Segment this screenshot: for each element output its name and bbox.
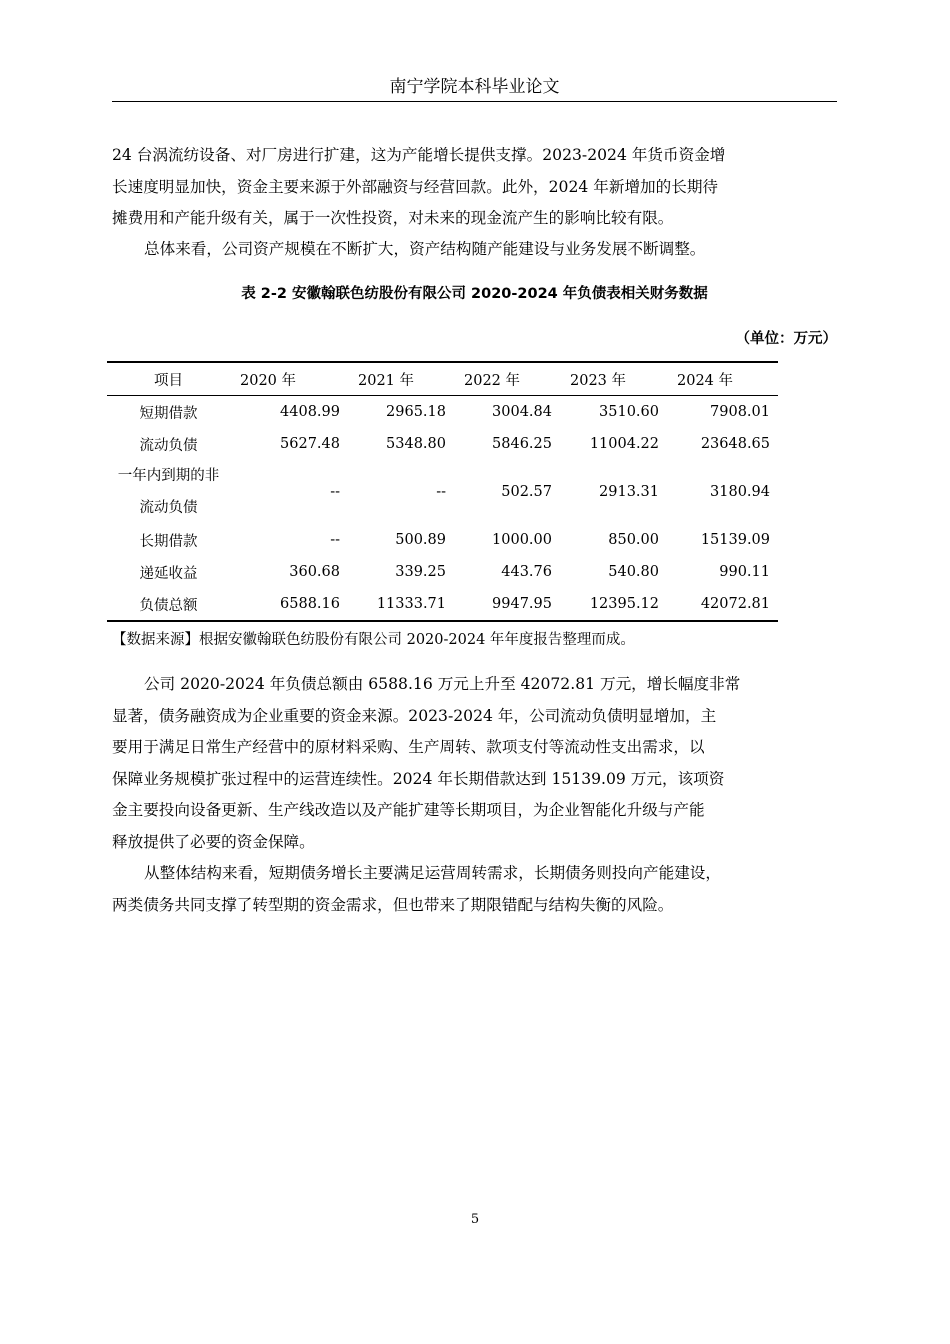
column-header: 2024 年 [667, 362, 778, 396]
analysis-paragraph [112, 669, 837, 858]
table-row [107, 524, 778, 556]
table-cell: 5846.25 [492, 436, 552, 452]
table-source-note: 【数据来源】根据安徽翰联色纺股份有限公司 2020-2024 年年度报告整理而成。 [112, 632, 635, 648]
table-cell: 502.57 [501, 484, 552, 500]
table-cell: 3004.84 [492, 404, 552, 420]
table-cell: 443.76 [501, 564, 552, 580]
table-cell: 1000.00 [492, 532, 552, 548]
paragraph-line: 两类债务共同支撑了转型期的资金需求，但也带来了期限错配与结构失衡的风险。 [112, 895, 674, 914]
paragraph-line: 摊费用和产能升级有关，属于一次性投资，对未来的现金流产生的影响比较有限。 [112, 209, 674, 227]
table-cell: 23648.65 [700, 436, 770, 452]
table-cell: 500.89 [395, 532, 446, 548]
row-label: 递延收益 [139, 565, 198, 582]
summary-paragraph [112, 234, 837, 266]
table-cell: 15139.09 [700, 532, 770, 548]
table-cell: 990.11 [719, 564, 770, 580]
paragraph-line: 公司 2020-2024 年负债总额由 6588.16 万元上升至 42072.81 万元，增长幅度非常 [144, 675, 741, 693]
table-unit-label: （单位：万元） [735, 331, 837, 347]
table-cell: -- [436, 484, 446, 500]
table-cell: 5348.80 [386, 436, 446, 452]
liabilities-table [107, 361, 778, 622]
row-label [107, 460, 230, 524]
header-divider [112, 101, 837, 102]
row-label-line: 流动负债 [139, 500, 198, 516]
row-label: 流动负债 [139, 437, 198, 454]
intro-paragraph [112, 140, 837, 235]
paragraph-line: 长速度明显加快，资金主要来源于外部融资与经营回款。此外，2024 年新增加的长期待 [112, 177, 719, 196]
table-cell: 540.80 [608, 564, 659, 580]
table-cell: 4408.99 [280, 404, 340, 420]
table-caption: 表 2-2 安徽翰联色纺股份有限公司 2020-2024 年负债表相关财务数据 [241, 286, 708, 302]
row-label-line: 一年内到期的非 [117, 468, 220, 484]
paragraph-line: 显著，债务融资成为企业重要的资金来源。2023-2024 年，公司流动负债明显增加，主 [112, 706, 717, 725]
table-cell: 5627.48 [280, 436, 340, 452]
table-row [107, 396, 778, 429]
column-header: 2023 年 [560, 362, 667, 396]
table-cell: 11333.71 [348, 588, 454, 621]
table-row [107, 556, 778, 588]
table-cell: 360.68 [289, 564, 340, 580]
table-cell: 6588.16 [230, 588, 348, 621]
table-cell: 3510.60 [599, 404, 659, 420]
paragraph-line: 从整体结构来看，短期债务增长主要满足运营周转需求，长期债务则投向产能建设， [144, 864, 721, 882]
paragraph-line: 释放提供了必要的资金保障。 [112, 832, 315, 851]
row-label: 短期借款 [139, 405, 198, 422]
table-cell: 2913.31 [599, 484, 659, 500]
paragraph-line: 24 台涡流纺设备、对厂房进行扩建，这为产能增长提供支撑。2023-2024 年货币资金增 [112, 146, 726, 164]
page-number: 5 [470, 1212, 480, 1227]
table-cell: 12395.12 [560, 588, 667, 621]
column-header: 项目 [107, 362, 230, 396]
conclusion-paragraph [112, 858, 837, 921]
table-cell: 11004.22 [589, 436, 659, 452]
table-cell: 3180.94 [710, 484, 770, 500]
row-label: 长期借款 [139, 533, 198, 550]
paragraph-line: 要用于满足日常生产经营中的原材料采购、生产周转、款项支付等流动性支出需求，以 [112, 738, 705, 756]
column-header: 2021 年 [348, 362, 454, 396]
table-row [107, 428, 778, 460]
table-cell: 339.25 [395, 564, 446, 580]
table-row [107, 588, 778, 621]
table-cell: 42072.81 [667, 588, 778, 621]
column-header: 2020 年 [230, 362, 348, 396]
table-cell: 850.00 [608, 532, 659, 548]
row-label: 负债总额 [107, 588, 230, 621]
table-cell: 7908.01 [710, 404, 770, 420]
table-cell: 9947.95 [454, 588, 560, 621]
table-row [107, 460, 778, 524]
table-cell: 2965.18 [386, 404, 446, 420]
paragraph-line: 总体来看，公司资产规模在不断扩大，资产结构随产能建设与业务发展不断调整。 [144, 240, 706, 258]
column-header: 2022 年 [454, 362, 560, 396]
paragraph-line: 保障业务规模扩张过程中的运营连续性。2024 年长期借款达到 15139.09 万元，该项资 [112, 769, 725, 788]
table-header-row [107, 362, 778, 396]
paragraph-line: 金主要投向设备更新、生产线改造以及产能扩建等长期项目，为企业智能化升级与产能 [112, 801, 705, 819]
table-cell: -- [330, 484, 340, 500]
table-cell: -- [330, 532, 340, 548]
page-header-title: 南宁学院本科毕业论文 [389, 77, 560, 97]
